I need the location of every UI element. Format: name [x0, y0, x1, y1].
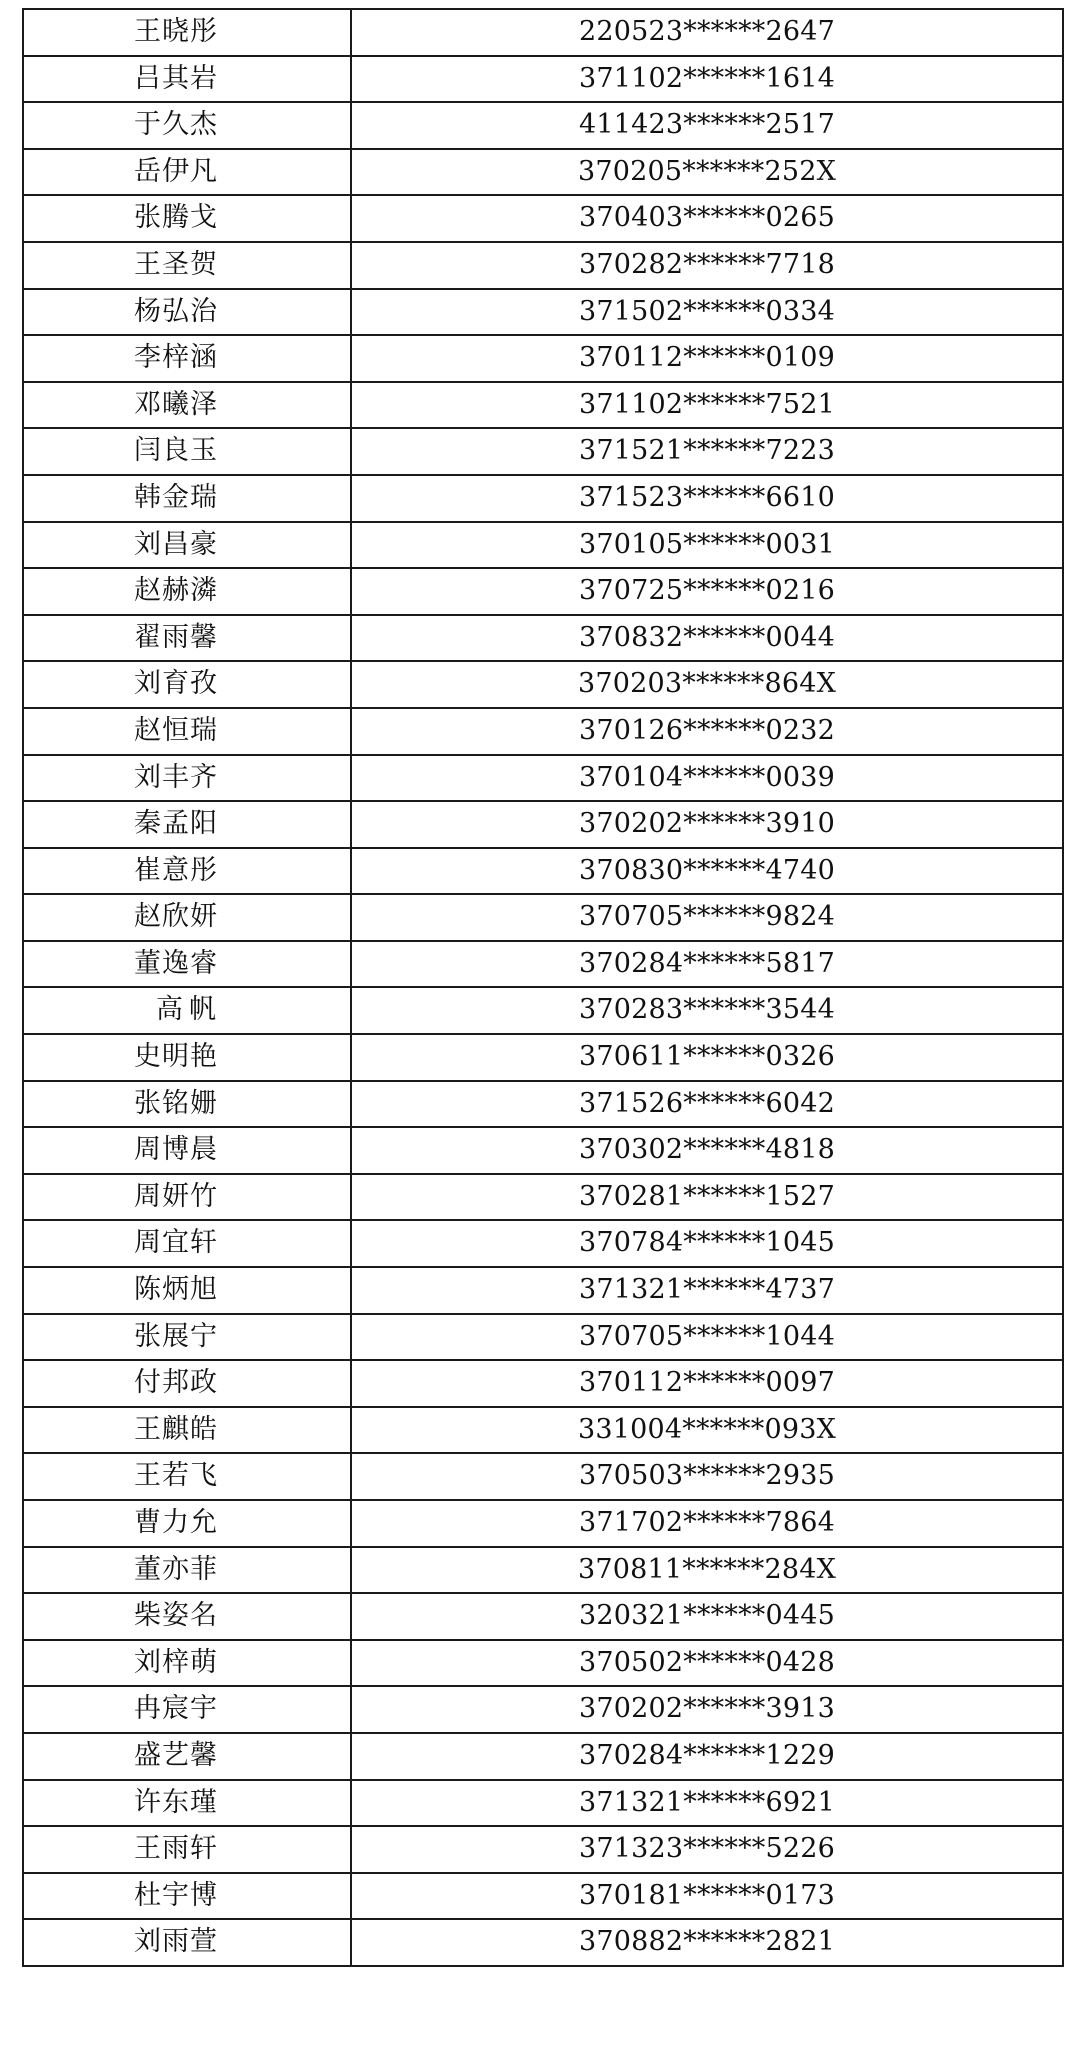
person-name-cell: 于久杰	[23, 102, 351, 149]
id-number-cell: 370830******4740	[351, 848, 1063, 895]
table-row	[23, 1453, 1063, 1500]
table-row	[23, 755, 1063, 802]
person-name-cell: 邓曦泽	[23, 382, 351, 429]
table-row	[23, 1127, 1063, 1174]
table-row	[23, 428, 1063, 475]
table-row	[23, 149, 1063, 196]
person-name-cell: 岳伊凡	[23, 149, 351, 196]
person-name-cell: 周妍竹	[23, 1174, 351, 1221]
id-number-cell: 370784******1045	[351, 1220, 1063, 1267]
table-row	[23, 1919, 1063, 1966]
person-name-cell: 史明艳	[23, 1034, 351, 1081]
id-number-cell: 320321******0445	[351, 1593, 1063, 1640]
table-row	[23, 382, 1063, 429]
id-number-cell: 370283******3544	[351, 987, 1063, 1034]
roster-table-body	[23, 9, 1063, 1966]
id-number-cell: 370503******2935	[351, 1453, 1063, 1500]
id-number-cell: 370202******3910	[351, 801, 1063, 848]
table-row	[23, 1174, 1063, 1221]
person-name-cell: 董亦菲	[23, 1547, 351, 1594]
person-name-cell: 赵赫潾	[23, 568, 351, 615]
id-number-cell: 370203******864X	[351, 661, 1063, 708]
table-row	[23, 1034, 1063, 1081]
id-number-cell: 371702******7864	[351, 1500, 1063, 1547]
id-number-cell: 370502******0428	[351, 1640, 1063, 1687]
table-row	[23, 242, 1063, 289]
person-name-cell: 杜宇博	[23, 1873, 351, 1920]
table-row	[23, 1686, 1063, 1733]
person-name-cell: 许东瑾	[23, 1780, 351, 1827]
id-number-cell: 371502******0334	[351, 289, 1063, 336]
person-name-cell: 董逸睿	[23, 941, 351, 988]
table-row	[23, 102, 1063, 149]
id-number-cell: 370811******284X	[351, 1547, 1063, 1594]
id-number-cell: 370705******9824	[351, 894, 1063, 941]
id-number-cell: 370205******252X	[351, 149, 1063, 196]
person-name-cell: 王雨轩	[23, 1826, 351, 1873]
person-name-cell: 曹力允	[23, 1500, 351, 1547]
table-row	[23, 1873, 1063, 1920]
person-name-cell: 赵恒瑞	[23, 708, 351, 755]
id-number-cell: 220523******2647	[351, 9, 1063, 56]
person-name-cell: 刘雨萱	[23, 1919, 351, 1966]
table-row	[23, 1500, 1063, 1547]
person-name-cell: 翟雨馨	[23, 615, 351, 662]
person-name-cell: 张腾戈	[23, 195, 351, 242]
person-name-cell: 赵欣妍	[23, 894, 351, 941]
person-name-cell: 刘育孜	[23, 661, 351, 708]
table-row	[23, 661, 1063, 708]
table-row	[23, 801, 1063, 848]
person-name-cell: 刘梓萌	[23, 1640, 351, 1687]
person-name-cell: 刘丰齐	[23, 755, 351, 802]
person-name-cell: 陈炳旭	[23, 1267, 351, 1314]
id-number-cell: 370281******1527	[351, 1174, 1063, 1221]
table-row	[23, 1593, 1063, 1640]
id-number-cell: 370882******2821	[351, 1919, 1063, 1966]
id-number-cell: 371102******1614	[351, 56, 1063, 103]
table-row	[23, 1314, 1063, 1361]
table-row	[23, 708, 1063, 755]
id-number-cell: 371323******5226	[351, 1826, 1063, 1873]
person-name-cell: 柴姿名	[23, 1593, 351, 1640]
id-number-cell: 411423******2517	[351, 102, 1063, 149]
person-name-cell: 周宜轩	[23, 1220, 351, 1267]
person-name-cell: 高帆	[23, 987, 351, 1034]
id-number-cell: 370126******0232	[351, 708, 1063, 755]
id-number-cell: 371321******6921	[351, 1780, 1063, 1827]
id-number-cell: 370181******0173	[351, 1873, 1063, 1920]
id-number-cell: 370104******0039	[351, 755, 1063, 802]
id-number-cell: 370302******4818	[351, 1127, 1063, 1174]
table-row	[23, 848, 1063, 895]
person-name-cell: 韩金瑞	[23, 475, 351, 522]
person-name-cell: 付邦政	[23, 1360, 351, 1407]
id-number-cell: 370112******0109	[351, 335, 1063, 382]
table-row	[23, 568, 1063, 615]
person-name-cell: 秦孟阳	[23, 801, 351, 848]
table-row	[23, 1407, 1063, 1454]
table-row	[23, 1220, 1063, 1267]
person-name-cell: 冉宸宇	[23, 1686, 351, 1733]
person-name-cell: 杨弘治	[23, 289, 351, 336]
roster-sheet	[22, 8, 1062, 1967]
table-row	[23, 987, 1063, 1034]
id-number-cell: 370403******0265	[351, 195, 1063, 242]
person-name-cell: 吕其岩	[23, 56, 351, 103]
id-number-cell: 370112******0097	[351, 1360, 1063, 1407]
id-number-cell: 371523******6610	[351, 475, 1063, 522]
table-row	[23, 1081, 1063, 1128]
table-row	[23, 1360, 1063, 1407]
table-row	[23, 1826, 1063, 1873]
id-number-cell: 370284******5817	[351, 941, 1063, 988]
table-row	[23, 615, 1063, 662]
table-row	[23, 941, 1063, 988]
table-row	[23, 195, 1063, 242]
person-name-cell: 刘昌豪	[23, 522, 351, 569]
id-number-cell: 370202******3913	[351, 1686, 1063, 1733]
id-number-cell: 370832******0044	[351, 615, 1063, 662]
person-name-cell: 李梓涵	[23, 335, 351, 382]
id-number-cell: 370725******0216	[351, 568, 1063, 615]
table-row	[23, 1267, 1063, 1314]
person-name-cell: 崔意彤	[23, 848, 351, 895]
roster-table	[22, 8, 1064, 1967]
table-row	[23, 9, 1063, 56]
table-row	[23, 1640, 1063, 1687]
id-number-cell: 371521******7223	[351, 428, 1063, 475]
id-number-cell: 370611******0326	[351, 1034, 1063, 1081]
table-row	[23, 335, 1063, 382]
table-row	[23, 894, 1063, 941]
table-row	[23, 522, 1063, 569]
id-number-cell: 371102******7521	[351, 382, 1063, 429]
table-row	[23, 56, 1063, 103]
id-number-cell: 370282******7718	[351, 242, 1063, 289]
table-row	[23, 1733, 1063, 1780]
id-number-cell: 370284******1229	[351, 1733, 1063, 1780]
id-number-cell: 331004******093X	[351, 1407, 1063, 1454]
person-name-cell: 王圣贺	[23, 242, 351, 289]
table-row	[23, 289, 1063, 336]
id-number-cell: 371321******4737	[351, 1267, 1063, 1314]
person-name-cell: 周博晨	[23, 1127, 351, 1174]
person-name-cell: 王晓彤	[23, 9, 351, 56]
person-name-cell: 王麒皓	[23, 1407, 351, 1454]
person-name-cell: 盛艺馨	[23, 1733, 351, 1780]
person-name-cell: 王若飞	[23, 1453, 351, 1500]
table-row	[23, 475, 1063, 522]
id-number-cell: 370705******1044	[351, 1314, 1063, 1361]
id-number-cell: 371526******6042	[351, 1081, 1063, 1128]
table-row	[23, 1780, 1063, 1827]
table-row	[23, 1547, 1063, 1594]
id-number-cell: 370105******0031	[351, 522, 1063, 569]
person-name-cell: 闫良玉	[23, 428, 351, 475]
person-name-cell: 张铭姗	[23, 1081, 351, 1128]
person-name-cell: 张展宁	[23, 1314, 351, 1361]
